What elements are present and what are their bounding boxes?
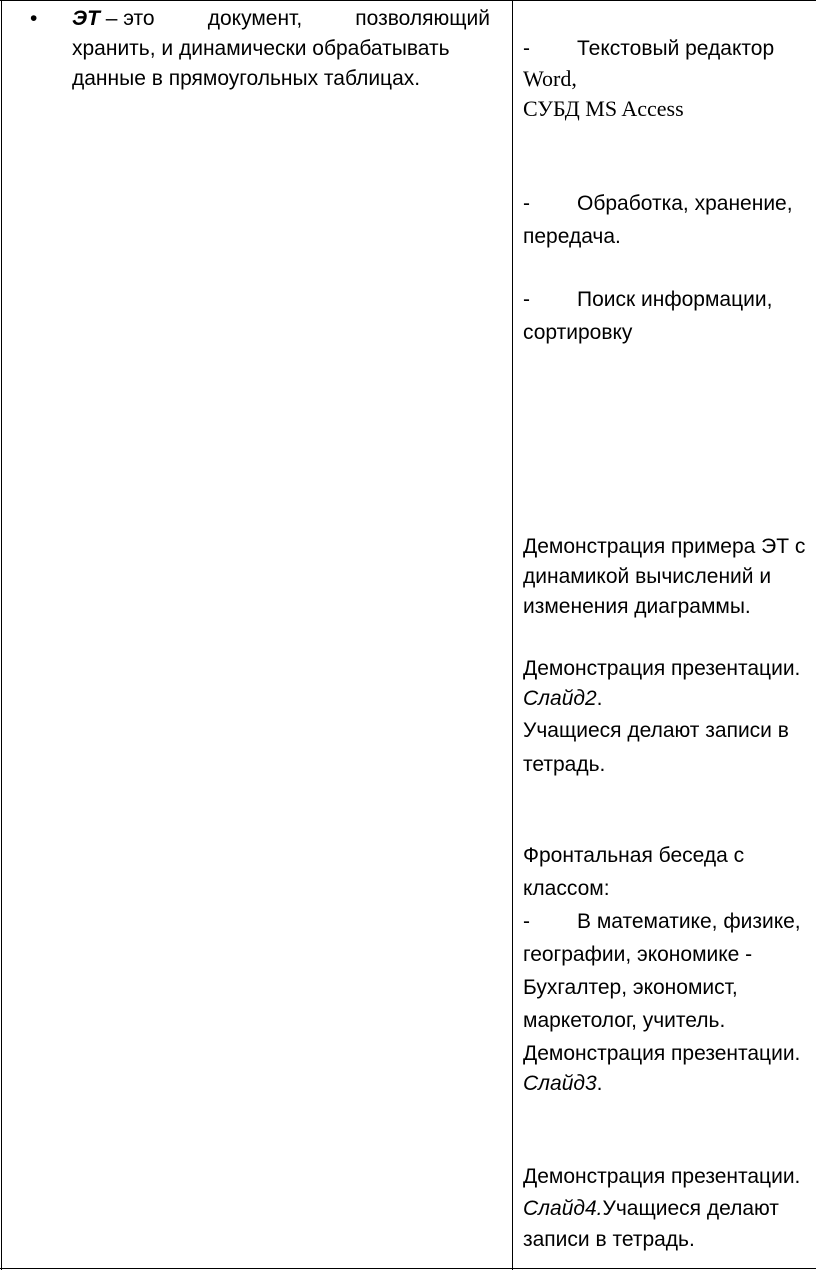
talk-line-1: Фронтальная беседа с bbox=[523, 844, 745, 867]
talk-line-2: классом: bbox=[523, 877, 610, 900]
demo-slide2-line-3: Учащиеся делают записи в bbox=[523, 719, 789, 742]
software-item: - Текстовый редактор bbox=[523, 37, 775, 60]
search-item: - Поиск информации, bbox=[523, 288, 773, 311]
operations-item: - Обработка, хранение, bbox=[523, 192, 793, 215]
definition-line-1: ЭТ – это документ, позволяющий bbox=[72, 7, 490, 30]
software-access: СУБД MS Access bbox=[523, 96, 684, 121]
definition-line-2: хранить, и динамически обрабатывать bbox=[72, 37, 450, 60]
column-divider bbox=[512, 0, 513, 1270]
demo-slide4-line-1: Демонстрация презентации. bbox=[523, 1165, 801, 1188]
talk-line-6: маркетолог, учитель. bbox=[523, 1009, 726, 1032]
term-et: ЭТ bbox=[72, 7, 100, 30]
talk-line-5: Бухгалтер, экономист, bbox=[523, 976, 738, 999]
demo-slide2-label: Слайд2. bbox=[523, 687, 603, 710]
demo-slide3-line-1: Демонстрация презентации. bbox=[523, 1042, 801, 1065]
table-bottom-border bbox=[0, 1268, 816, 1269]
software-word: Word, bbox=[523, 66, 577, 91]
demo-example-line-3: изменения диаграммы. bbox=[523, 595, 751, 618]
talk-line-4: географии, экономике - bbox=[523, 943, 753, 966]
table-left-border bbox=[1, 0, 2, 1270]
demo-slide2-line-1: Демонстрация презентации. bbox=[523, 657, 801, 680]
talk-item: - В математике, физике, bbox=[523, 910, 801, 933]
demo-slide3-label: Слайд3. bbox=[523, 1072, 603, 1095]
definition-text bbox=[72, 4, 490, 94]
demo-slide4-label: Слайд4.Учащиеся делают bbox=[523, 1197, 779, 1220]
operations-cont: передача. bbox=[523, 225, 621, 248]
demo-slide2-line-4: тетрадь. bbox=[523, 753, 606, 776]
demo-example-line-1: Демонстрация примера ЭТ с bbox=[523, 535, 806, 558]
search-cont: сортировку bbox=[523, 321, 633, 344]
bullet-icon: • bbox=[30, 7, 38, 30]
table-top-border bbox=[0, 0, 816, 1]
demo-slide4-line-3: записи в тетрадь. bbox=[523, 1228, 695, 1251]
demo-example-line-2: динамикой вычислений и bbox=[523, 565, 772, 588]
definition-line-3: данные в прямоугольных таблицах. bbox=[72, 67, 421, 90]
